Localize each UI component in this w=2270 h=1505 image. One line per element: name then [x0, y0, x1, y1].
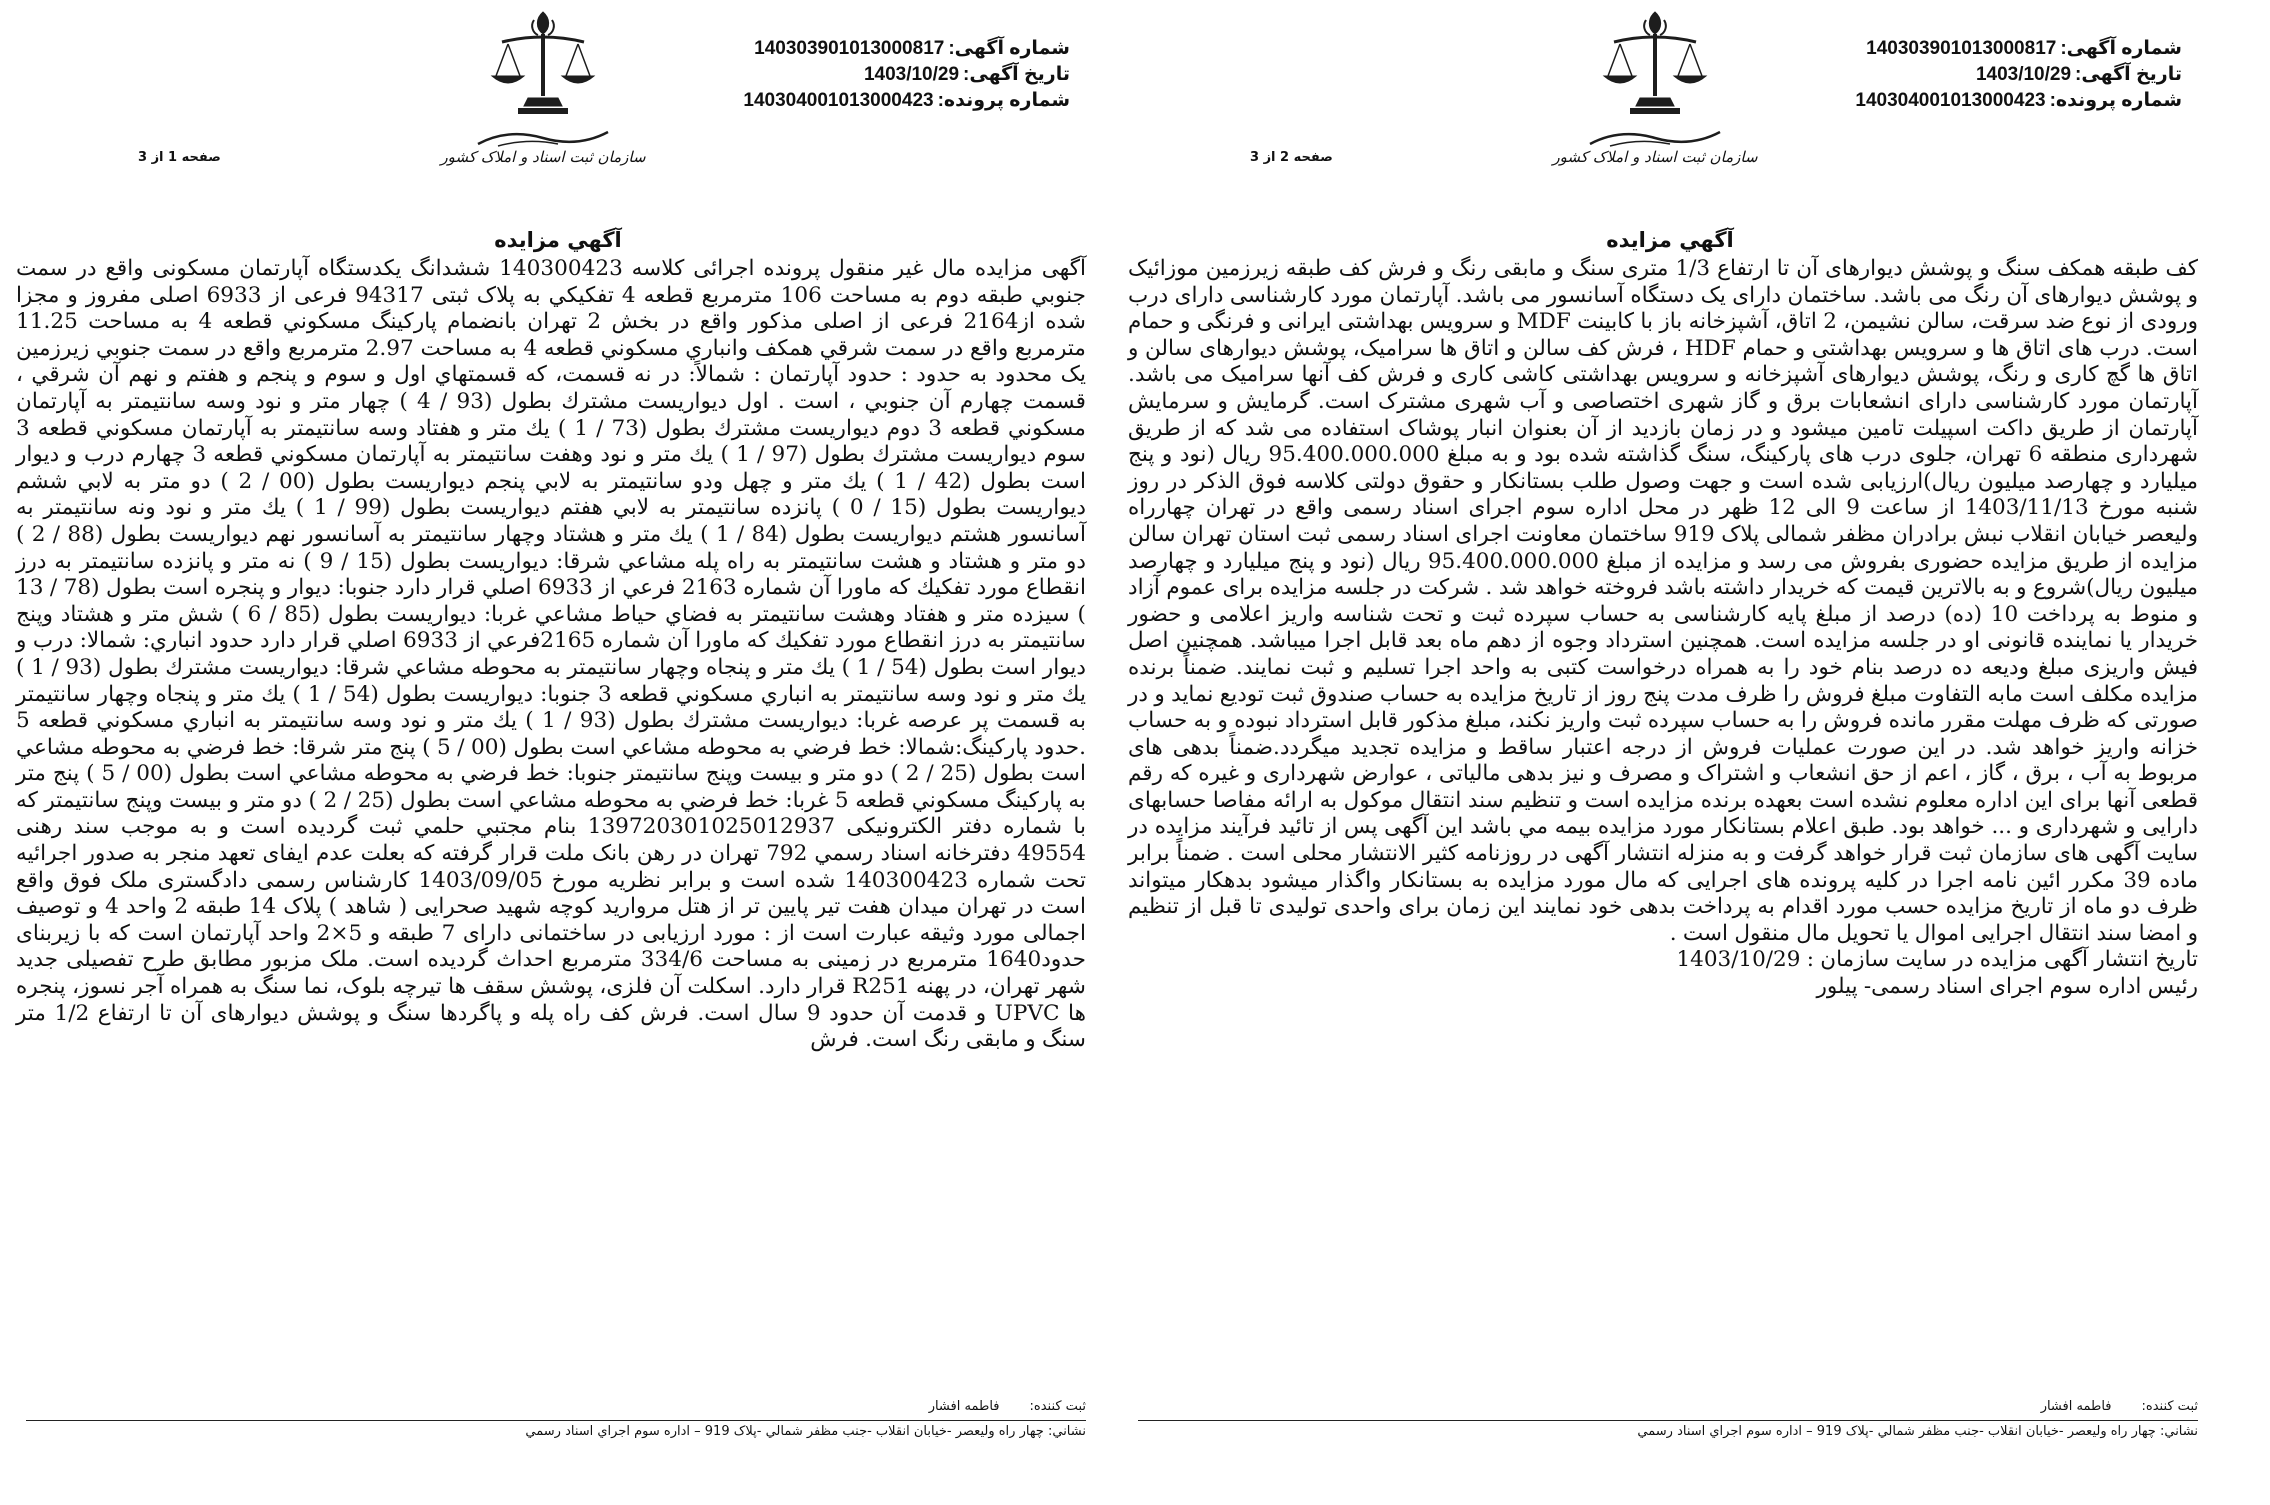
registrar-name: فاطمه افشار — [2040, 1399, 2112, 1414]
ad-number-label: شماره آگهی: — [948, 38, 1070, 59]
ad-date: 1403/10/29 — [863, 64, 960, 85]
ad-date-label: تاریخ آگهی: — [2075, 64, 2182, 85]
registrar-row — [1138, 1398, 2198, 1416]
notice-title: آگهي مزايده — [494, 228, 622, 252]
footer-divider — [26, 1420, 1086, 1421]
scales-emblem-icon — [488, 6, 598, 124]
case-number-label: شماره پرونده: — [937, 90, 1070, 111]
office-address: نشاني: چهار راه وليعصر -خيابان انقلاب -جنب مظفر شمالي -پلاک 919 – اداره سوم اجراي اسناد رسمي — [1637, 1424, 2198, 1439]
notice-meta — [630, 36, 1070, 114]
publish-date-line: تاریخ انتشار آگهی مزایده در سایت سازمان : 1403/10/29 — [1676, 947, 2198, 973]
registrar-row — [26, 1398, 1086, 1416]
ad-date-row — [1742, 62, 2182, 88]
case-number: 140304001013000423 — [743, 90, 934, 111]
notice-text: آگهی مزایده مال غیر منقول پرونده اجرائی کلاسه 140300423 ششدانگ یکدستگاه آپارتمان مسکونی واقع در سمت جنوبي طبقه دوم به مساحت 106 مترمربع قطعه 4 تفکيکي به پلاک ثبتی 94317 فرعی از 6933 اصلی مفروز و مجزا شده از2164 فرعی از اصلی مذکور واقع در بخش 2 تهران بانضمام پارکينگ مسکوني قطعه 4 به مساحت 11.25 مترمربع واقع در سمت شرقي همکف وانباري مسکوني قطعه 4 به مساحت 2.97 مترمربع واقع در سمت جنوبي زيرزمين یک محدود به حدود : حدود آپارتمان : شمالاً: در نه قسمت، كه قسمتهاي اول و سوم و پنجم و هفتم و نهم آن شرقي ، قسمت چهارم آن جنوبي ، است . اول ديواريست مشترك بطول (93 / 4 ) چهار متر و نود وسه سانتيمتر به آپارتمان مسكوني قطعه 3 دوم ديواريست مشترك بطول (73 / 1 ) يك متر و هفتاد وسه سانتيمتر به آپارتمان مسكوني قطعه 3 سوم ديواريست مشترك بطول (97 / 1 ) يك متر و نود وهفت سانتيمتر به آپارتمان مسكوني قطعه 3 چهارم درب و ديوار است بطول (42 / 1 ) يك متر و چهل ودو سانتيمتر به لابي پنجم ديواريست بطول (00 / 2 ) دو متر به لابي ششم ديواريست بطول (15 / 0 ) پانزده سانتيمتر به لابي هفتم ديواريست بطول (99 / 1 ) يك متر و نود ونه سانتيمتر به آسانسور هشتم ديواريست بطول (84 / 1 ) يك متر و هشتاد وچهار سانتيمتر به آسانسور نهم ديواريست بطول (88 / 2 ) دو متر و هشتاد و هشت سانتيمتر به راه پله مشاعي شرقا: ديواريست بطول (15 / 9 ) نه متر و پانزده سانتيمتر به درز انقطاع مورد تفكيك كه ماورا آن شماره 2163 فرعي از 6933 اصلي قرار دارد جنوبا: ديوار و پنجره است بطول (78 / 13 ) سيزده متر و هفتاد وهشت سانتيمتر به فضاي حياط مشاعي غربا: ديواريست بطول (85 / 6 ) شش متر و هشتاد وپنج سانتيمتر به درز انقطاع مورد تفكيك كه ماورا آن شماره 2165فرعي از 6933 اصلي قرار دارد حدود انباري: شمالا: درب و ديوار است بطول (54 / 1 ) يك متر و پنجاه وچهار سانتيمتر به محوطه مشاعي شرقا: ديواريست مشترك بطول (93 / 1 ) يك متر و نود وسه سانتيمتر به انباري مسكوني قطعه 3 جنوبا: ديواريست بطول (54 / 1 ) يك متر و پنجاه وچهار سانتيمتر به قسمت پر عرصه غربا: ديواريست مشترك بطول (93 / 1 ) يك متر و نود وسه سانتيمتر به انباري مسكوني قطعه 5 .حدود پاركينگ:شمالا: خط فرضي به محوطه مشاعي است بطول (00 / 5 ) پنج متر شرقا: خط فرضي به محوطه مشاعي است بطول (25 / 2 ) دو متر و بيست وپنج سانتيمتر جنوبا: خط فرضي به محوطه مشاعي است بطول (00 / 5 ) پنج متر به پاركينگ مسكوني قطعه 5 غربا: خط فرضي به محوطه مشاعي است بطول (25 / 2 ) دو متر و بيست وپنج سانتيمتر كه با شماره دفتر الکترونیکی 139720301025012937 بنام مجتبي حلمي ثبت گرديده است و به موجب سند رهنی 49554 دفترخانه اسناد رسمي 792 تهران در رهن بانک ملت قرار گرفته كه بعلت عدم ایفای تعهد منجر به صدور اجرائیه تحت شماره 140300423 شده است و برابر نظریه مورخ 1403/09/05 كارشناس رسمی دادگستری ملک فوق واقع است در تهران میدان هفت تیر پایین تر از هتل مروارید کوچه شهید صحرایی ( شاهد ) پلاک 14 طبقه 2 واحد 4 و توصیف اجمالی مورد وثیقه عبارت است از : مورد ارزیابی در ساختمانی دارای 7 طبقه و 5×2 واحد آپارتمان است که با زیربنای حدود1640 مترمربع در زمینی به مساحت 334/6 مترمربع احداث گردیده است. ملک مزبور مطابق طرح تفصیلی جدید شهر تهران، در پهنه R251 قرار دارد. اسکلت آن فلزی، پوشش سقف ها تیرچه بلوک، نما سنگ به همراه آجر نسوز، پنجره ها UPVC و قدمت آن حدود 9 سال است. فرش کف راه پله و پاگردها سنگ و پوشش دیوارهای آن تا ارتفاع 1/2 متر سنگ و مابقی رنگ است. فرش — [16, 256, 1087, 1053]
case-number-row — [630, 88, 1070, 114]
page-number: صفحه 2 از 3 — [1250, 150, 1333, 165]
notice-text: کف طبقه همکف سنگ و پوشش دیوارهای آن تا ارتفاع 1/3 متری سنگ و مابقی رنگ و فرش کف طبقه زیرزمین موزائیک و پوشش دیوارهای آن رنگ می باشد. ساختمان دارای یک دستگاه آسانسور می باشد. آپارتمان مورد کارشناسی دارای درب ورودی از نوع ضد سرقت، سالن نشیمن، 2 اتاق، آشپزخانه باز با کابینت MDF و سرویس بهداشتی ایرانی و فرنگی و حمام است. درب های اتاق ها و سرویس بهداشتی و حمام HDF ، فرش کف سالن و اتاق ها سرامیک، پوشش دیوارهای سالن و اتاق ها گچ کاری و رنگ، پوشش دیوارهای آشپزخانه و سرویس بهداشتی کاشی کاری و فرش کف آنها سرامیک می باشد. آپارتمان مورد کارشناسی دارای انشعابات برق و گاز شهری اختصاصی و آب شهری مشترک است. گرمایش و سرمایش آپارتمان از طریق داکت اسپیلت تامین میشود و در زمان بازدید از آن بعنوان انبار پوشاک استفاده می شد که از طریق شهرداری منطقه 6 تهران، جلوی درب های پارکینگ، سنگ گذاشته شده بود و به مبلغ 95.400.000.000 ریال (نود و پنج میلیارد و چهارصد میلیون ریال)ارزیابی شده است و جهت وصول طلب بستانکار و حقوق دولتی کلاسه فوق الذکر در روز شنبه مورخ 1403/11/13 از ساعت 9 الی 12 ظهر در محل اداره سوم اجرای اسناد رسمی واقع در تهران چهارراه ولیعصر خیابان انقلاب نبش برادران مظفر شمالی پلاک 919 ساختمان معاونت اجرای اسناد رسمی ثبت استان تهران سالن مزایده از طریق مزایده حضوری بفروش می رسد و مزایده از مبلغ 95.400.000.000 ریال (نود و پنج میلیارد و چهارصد میلیون ریال)شروع و به بالاترین قیمت که خریدار داشته باشد فروخته خواهد شد . شرکت در جلسه مزایده برای عموم آزاد و منوط به پرداخت 10 (ده) درصد از مبلغ پایه کارشناسی به حساب سپرده ثبت و تحت شناسه واریز اعلامی و حضور خریدار یا نماینده قانونی او در جلسه مزایده است. همچنین استرداد وجوه از دهم ماه بعد قابل اجرا میباشد. همچنین اصل فیش واریزی مبلغ ودیعه ده درصد بنام خود را به همراه درخواست کتبی به واحد اجرا تسلیم و ثبت نمایند. ضمناً برنده مزایده مکلف است مابه التفاوت مبلغ فروش را ظرف مدت پنج روز از تاریخ مزایده به حساب صندوق ثبت تودیع نماید و در صورتی که ظرف مهلت مقرر مانده فروش را به حساب سپرده ثبت واریز نکند، مبلغ مذکور قابل استرداد نبوده و به حساب خزانه واریز خواهد شد. در این صورت عملیات فروش از درجه اعتبار ساقط و مزایده تجدید میگردد.ضمناً بدهی های مربوط به آب ، برق ، گاز ، اعم از حق انشعاب و اشتراک و مصرف و نیز بدهی مالیاتی ، عوارض شهرداری و غیره که رقم قطعی آنها برای این اداره معلوم نشده است بعهده برنده مزایده است و تنظیم سند انتقال موکول به ارائه مفاصا حسابهای دارایی و شهرداری و ... خواهد بود. طبق اعلام بستانکار مورد مزایده بیمه مي باشد این آگهی پس از تائید فرآیند مزایده در سایت آگهی های سازمان ثبت قرار خواهد گرفت و به منزله انتشار آگهی در روزنامه کثیر الانتشار محلی است . ضمناً برابر ماده 39 مکرر ائین نامه اجرا در کلیه پرونده های اجرایی که مال مورد مزایده به بستانکار واگذار میشود بدهکار میتواند ظرف دو ماه از تاریخ مزایده حسب مورد اقدام به پرداخت بدهی خود نمایند این زمان برای واحدی تولیدی تا قبل از تنظیم و امضا سند انتقال اجرایی اموال یا تحویل مال منقول است . — [1128, 256, 2199, 946]
judiciary-logo — [1550, 6, 1760, 166]
footer-divider — [1138, 1420, 2198, 1421]
case-number: 140304001013000423 — [1855, 90, 2046, 111]
registrar-label: ثبت کننده: — [2141, 1399, 2198, 1414]
office-address: نشاني: چهار راه وليعصر -خيابان انقلاب -جنب مظفر شمالي -پلاک 919 – اداره سوم اجراي اسناد رسمي — [525, 1424, 1086, 1439]
organization-caption: سازمان ثبت اسناد و املاک کشور — [440, 148, 646, 166]
ad-number-row — [630, 36, 1070, 62]
notice-meta — [1742, 36, 2182, 114]
ad-date-row — [630, 62, 1070, 88]
signature-line: رئیس اداره سوم اجرای اسناد رسمی- پیلور — [1816, 974, 2198, 1000]
organization-caption: سازمان ثبت اسناد و املاک کشور — [1552, 148, 1758, 166]
notice-footer — [1138, 1398, 2198, 1441]
ad-number: 140303901013000817 — [754, 38, 945, 59]
ad-date-label: تاریخ آگهی: — [963, 64, 1070, 85]
ad-number: 140303901013000817 — [1866, 38, 2057, 59]
case-number-row — [1742, 88, 2182, 114]
notice-body — [16, 256, 1086, 1054]
registrar-name: فاطمه افشار — [928, 1399, 1000, 1414]
notice-body — [1128, 256, 2198, 1001]
notice-page-2 — [1120, 0, 2220, 1505]
case-number-label: شماره پرونده: — [2049, 90, 2182, 111]
registrar-label: ثبت کننده: — [1029, 1399, 1086, 1414]
notice-page-1 — [8, 0, 1108, 1505]
ad-date: 1403/10/29 — [1975, 64, 2072, 85]
notice-footer — [26, 1398, 1086, 1441]
ad-number-label: شماره آگهی: — [2060, 38, 2182, 59]
notice-title: آگهي مزايده — [1606, 228, 1734, 252]
judiciary-logo — [438, 6, 648, 166]
ad-number-row — [1742, 36, 2182, 62]
scales-emblem-icon — [1600, 6, 1710, 124]
page-number: صفحه 1 از 3 — [138, 150, 221, 165]
